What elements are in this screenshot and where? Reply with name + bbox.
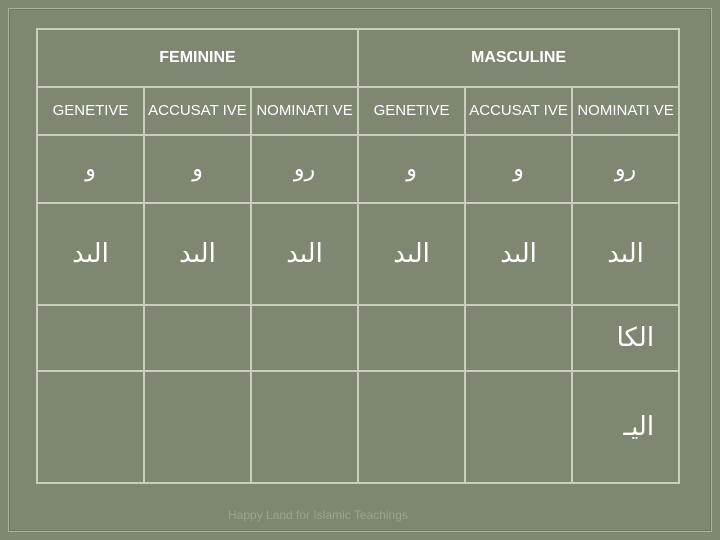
table-cell: الىد [144, 203, 251, 305]
case-header-row [37, 87, 679, 135]
article-row [37, 203, 679, 305]
table-cell: و [465, 135, 572, 203]
table-cell: الىد [572, 203, 679, 305]
table-cell [465, 305, 572, 371]
extra-row-2 [37, 371, 679, 483]
table-cell: و [37, 135, 144, 203]
table-cell [358, 305, 465, 371]
case-header: NOMINATI VE [251, 87, 358, 135]
table-cell [358, 371, 465, 483]
table-cell: الىد [358, 203, 465, 305]
case-header: NOMINATI VE [572, 87, 679, 135]
gender-header-row [37, 29, 679, 87]
case-header: GENETIVE [358, 87, 465, 135]
case-header: ACCUSAT IVE [144, 87, 251, 135]
extra-row-1 [37, 305, 679, 371]
watermark-text: Happy Land for Islamic Teachings [228, 508, 408, 522]
suffix-row [37, 135, 679, 203]
table-cell [37, 371, 144, 483]
table-cell: رو [572, 135, 679, 203]
table-cell: و [358, 135, 465, 203]
table-cell [465, 371, 572, 483]
case-header: ACCUSAT IVE [465, 87, 572, 135]
table-cell [251, 305, 358, 371]
case-header: GENETIVE [37, 87, 144, 135]
table-cell: الىد [37, 203, 144, 305]
table-cell [37, 305, 144, 371]
table-cell [144, 305, 251, 371]
table-cell: رو [251, 135, 358, 203]
feminine-header: FEMININE [37, 29, 358, 87]
table-cell: و [144, 135, 251, 203]
table-cell [251, 371, 358, 483]
table-cell: الىد [251, 203, 358, 305]
grammar-table [36, 28, 680, 484]
table-cell: اليـ [572, 371, 679, 483]
masculine-header: MASCULINE [358, 29, 679, 87]
table-cell: الكا [572, 305, 679, 371]
table-cell [144, 371, 251, 483]
table-cell: الىد [465, 203, 572, 305]
